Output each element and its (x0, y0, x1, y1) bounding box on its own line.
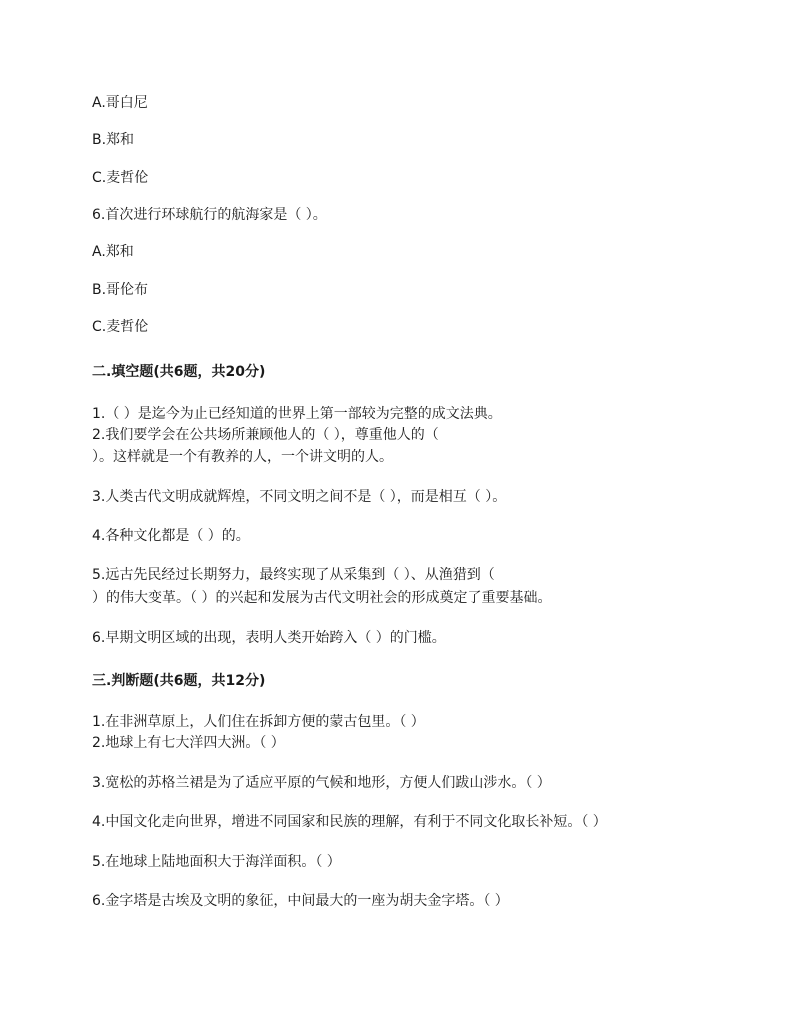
judge-item-6: 6.金字塔是古埃及文明的象征，中间最大的一座为胡夫金字塔。（ ） (92, 893, 509, 909)
fill-item-1: 1.（ ）是迄今为止已经知道的世界上第一部较为完整的成文法典。 (92, 406, 502, 422)
option-a: A.郑和 (92, 244, 134, 260)
judge-item-1: 1.在非洲草原上，人们住在拆卸方便的蒙古包里。（ ） (92, 714, 425, 730)
fill-item-5: 5.远古先民经过长期努力，最终实现了从采集到（ ）、从渔猎到（ (92, 567, 495, 583)
fill-item-2: 2.我们要学会在公共场所兼顾他人的（ ），尊重他人的（ (92, 427, 439, 443)
judge-item-2: 2.地球上有七大洋四大洲。（ ） (92, 735, 285, 751)
option-c: C.麦哲伦 (92, 319, 149, 335)
section-title: 二.填空题(共6题，共20分) (92, 364, 266, 380)
judge-item-4: 4.中国文化走向世界，增进不同国家和民族的理解，有利于不同文化取长补短。（ ） (92, 814, 607, 830)
fill-item-4: 4.各种文化都是（ ）的。 (92, 528, 250, 544)
fill-item-3: 3.人类古代文明成就辉煌，不同文明之间不是（ ），而是相互（ ）。 (92, 489, 507, 505)
fill-item-6: 6.早期文明区域的出现，表明人类开始跨入（ ）的门槛。 (92, 630, 446, 646)
option-c: C.麦哲伦 (92, 170, 149, 186)
judge-item-3: 3.宽松的苏格兰裙是为了适应平原的气候和地形，方便人们跋山涉水。（ ） (92, 775, 551, 791)
question-text: 6.首次进行环球航行的航海家是（ ）。 (92, 207, 327, 223)
option-b: B.郑和 (92, 132, 135, 148)
option-a: A.哥白尼 (92, 95, 148, 111)
section-title: 三.判断题(共6题，共12分) (92, 673, 266, 689)
fill-item-5-cont: ）的伟大变革。（ ）的兴起和发展为古代文明社会的形成奠定了重要基础。 (92, 590, 552, 606)
fill-item-2-cont: ）。这样就是一个有教养的人，一个讲文明的人。 (92, 449, 393, 465)
option-b: B.哥伦布 (92, 282, 149, 298)
judge-item-5: 5.在地球上陆地面积大于海洋面积。（ ） (92, 854, 341, 870)
